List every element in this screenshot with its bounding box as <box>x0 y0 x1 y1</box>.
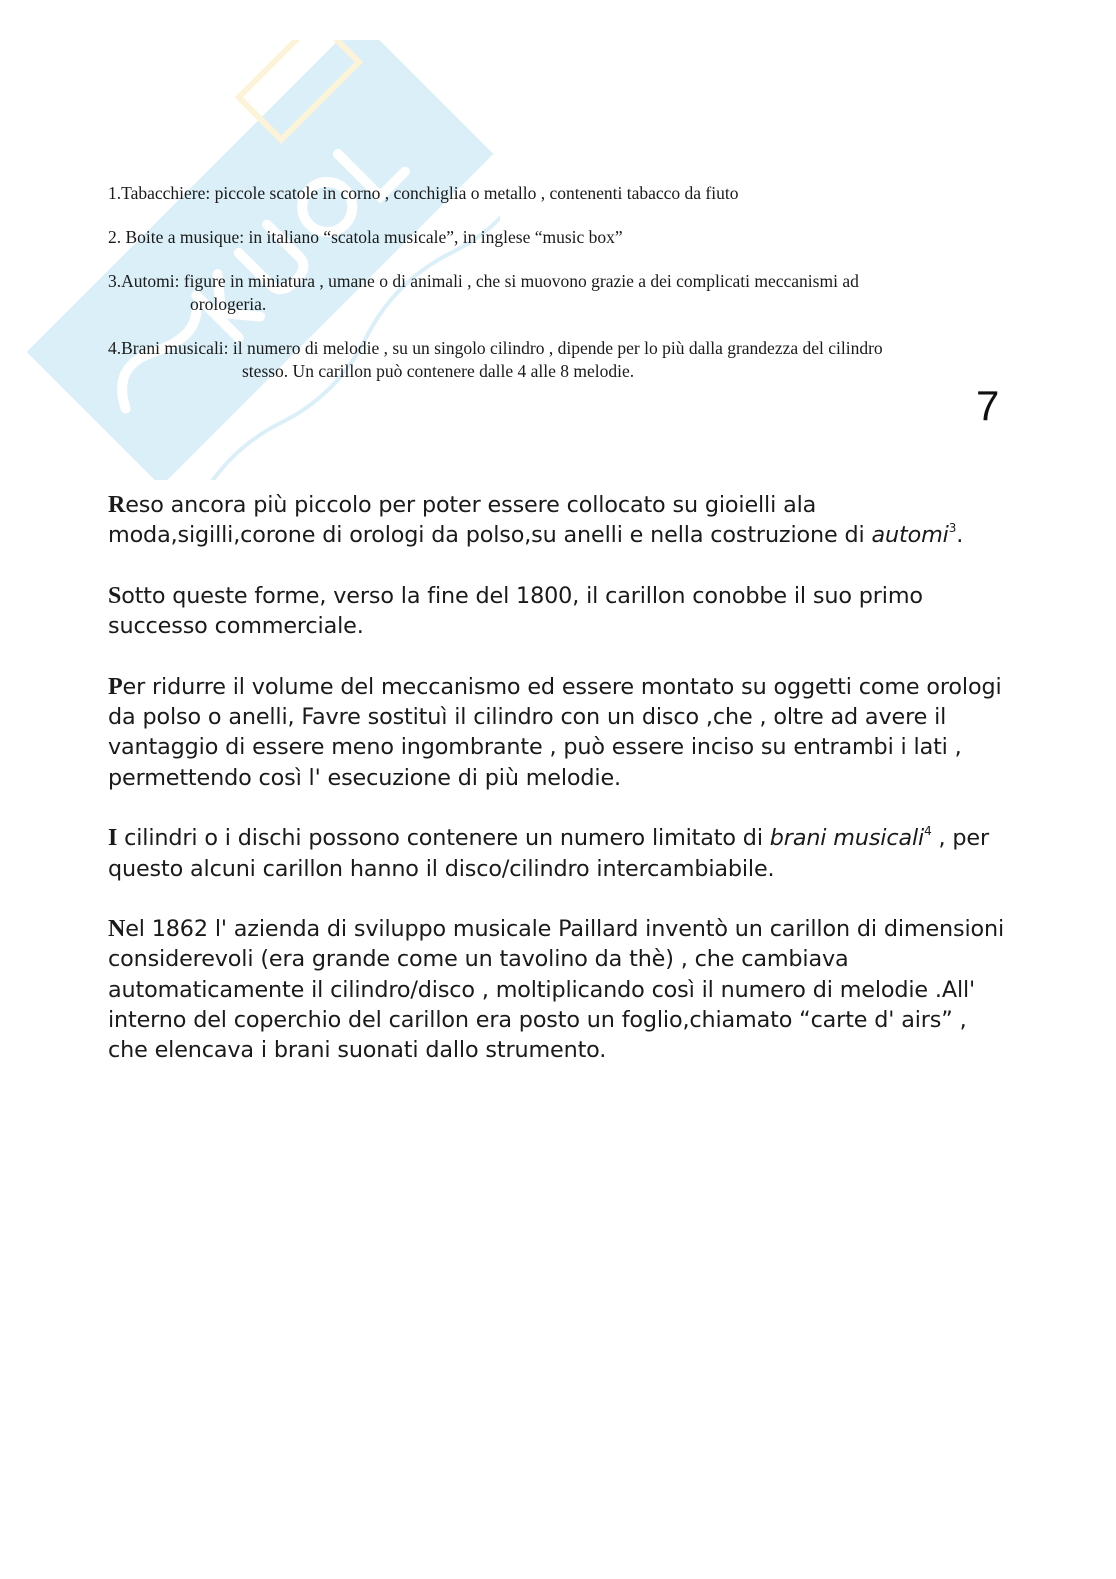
paragraph-text: cilindri o i dischi possono contenere un numero limitato di <box>117 825 770 852</box>
page-number: 7 <box>976 382 1000 429</box>
footnote-1 <box>108 182 1008 205</box>
paragraph-5 <box>108 914 1008 1065</box>
paragraph-1 <box>108 490 1008 551</box>
drop-initial: R <box>108 492 126 518</box>
drop-initial: P <box>108 673 123 700</box>
paragraph-2 <box>108 581 1008 642</box>
paragraph-text: er ridurre il volume del meccanismo ed essere montato su oggetti come orologi da polso o anelli, Favre sostituì il cilindro con un disco ,che , oltre ad avere il vantaggio di essere meno ingombrante , può essere inciso su entrambi i lati , permettendo così l' esecuzione di più melodie. <box>108 673 1002 791</box>
drop-initial: I <box>108 825 118 852</box>
footnote-continuation: orologeria. <box>190 294 267 314</box>
footnote-term: 4.Brani musicali: <box>108 338 229 358</box>
paragraph-3 <box>108 672 1008 793</box>
drop-initial: S <box>108 582 122 609</box>
body-text <box>108 490 1008 1096</box>
footnote-term: 2. Boite a musique: <box>108 227 245 247</box>
footnote-text: in italiano “scatola musicale”, in inglese “music box” <box>244 227 623 247</box>
footnote-text: figure in miniatura , umane o di animali , che si muovono grazie a dei complicati meccanismi ad <box>179 271 859 291</box>
paragraph-4 <box>108 823 1008 884</box>
footnote-2 <box>108 226 1008 249</box>
paragraph-text: otto queste forme, verso la fine del 1800, il carillon conobbe il suo primo successo commerciale. <box>108 582 923 640</box>
emphasized-term: brani musicali <box>769 825 925 852</box>
footnote-ref: 3 <box>948 521 957 536</box>
drop-initial: N <box>108 916 126 943</box>
emphasized-term: automi <box>871 522 949 549</box>
paragraph-tail: , per questo alcuni carillon hanno il disco/cilindro intercambiabile. <box>108 825 989 882</box>
paragraph-tail: . <box>956 522 964 549</box>
footnote-ref: 4 <box>924 824 932 839</box>
footnote-text: il numero di melodie , su un singolo cilindro , dipende per lo più dalla grandezza del cilindro <box>228 338 883 358</box>
footnote-4 <box>108 337 1008 383</box>
footnote-continuation: stesso. Un carillon può contenere dalle 4 alle 8 melodie. <box>242 361 635 381</box>
footnote-text: piccole scatole in corno , conchiglia o metallo , contenenti tabacco da fiuto <box>210 183 739 203</box>
footnotes-section <box>108 182 1008 404</box>
footnote-3 <box>108 270 1008 316</box>
footnote-term: 3.Automi: <box>108 271 180 291</box>
footnote-term: 1.Tabacchiere: <box>108 183 211 203</box>
paragraph-text: eso ancora più piccolo per poter essere collocato su gioielli ala moda,sigilli,corone di orologi da polso,su anelli e nella costruzione di <box>108 492 872 549</box>
paragraph-text: el 1862 l' azienda di sviluppo musicale Paillard inventò un carillon di dimensioni considerevoli (era grande come un tavolino da thè) , che cambiava automaticamente il cilindro/disco , moltiplicando così il numero di melodie .All' interno del coperchio del carillon era posto un foglio,chiamato “carte d' airs” , che elencava i brani suonati dallo strumento. <box>108 916 1005 1064</box>
